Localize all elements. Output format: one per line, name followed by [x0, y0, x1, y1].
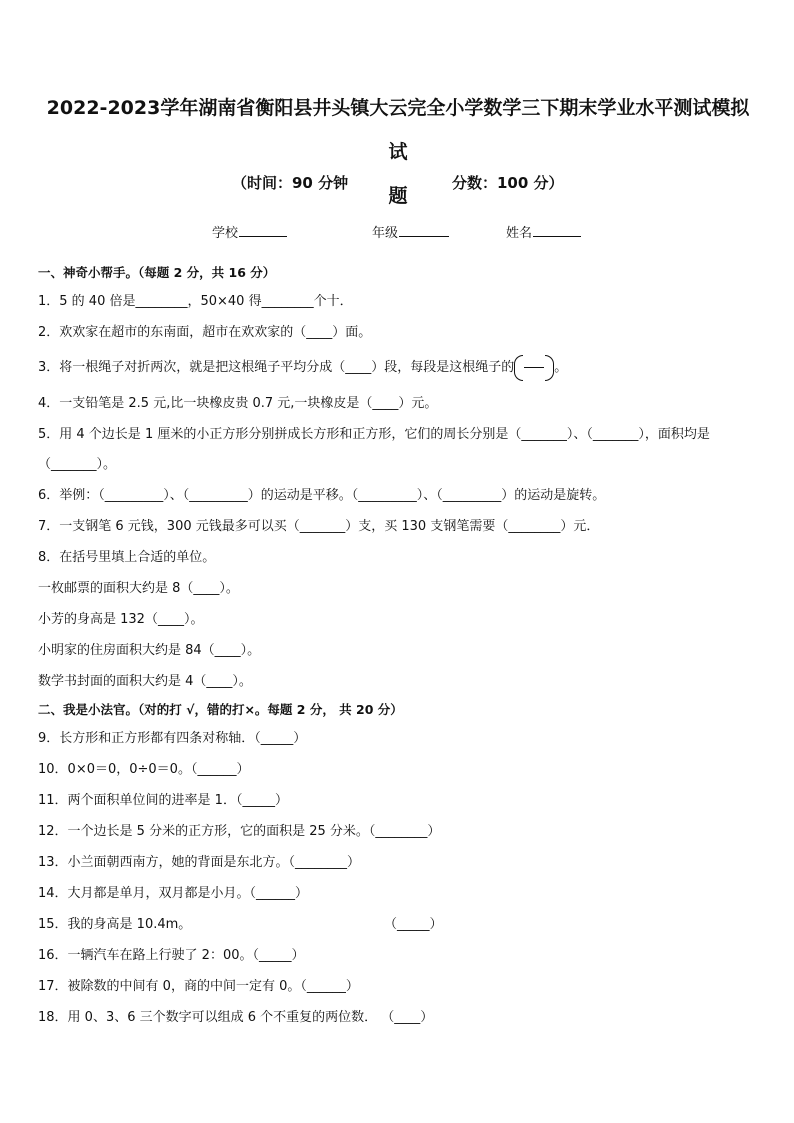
exam-content — [38, 260, 764, 1033]
question-6: 6．举例：（_________）、（_________）的运动是平移。（_________）、（_________）的运动是旋转。 — [38, 488, 606, 503]
question-8-1: 一枚邮票的面积大约是 8（____）。 — [38, 581, 239, 596]
exam-score: 分数：100 分） — [452, 174, 564, 192]
name-field[interactable] — [506, 222, 581, 241]
exam-time: （时间：90 分钟 — [232, 174, 349, 192]
exam-title — [38, 86, 758, 218]
name-label: 姓名 — [506, 226, 533, 241]
section2-heading: 二、我是小法官。（对的打 √，错的打×。每题 2 分， 共 20 分） — [38, 702, 403, 717]
question-13: 13．小兰面朝西南方，她的背面是东北方。（________） — [38, 855, 361, 870]
question-11: 11．两个面积单位间的进率是 1．（_____） — [38, 793, 288, 808]
question-2: 2．欢欢家在超市的东南面，超市在欢欢家的（____）面。 — [38, 325, 372, 340]
question-17: 17．被除数的中间有 0，商的中间一定有 0。（______） — [38, 979, 359, 994]
question-15-text: 15．我的身高是 10.4m。 — [38, 917, 192, 932]
question-8: 8．在括号里填上合适的单位。 — [38, 550, 216, 565]
question-12: 12．一个边长是 5 分米的正方形，它的面积是 25 分米。（________） — [38, 824, 441, 839]
question-10: 10．0×0＝0，0÷0＝0。（______） — [38, 762, 250, 777]
question-9: 9．长方形和正方形都有四条对称轴．（_____） — [38, 731, 307, 746]
question-4: 4．一支铅笔是 2.5 元,比一块橡皮贵 0.7 元,一块橡皮是（____）元。 — [38, 396, 438, 411]
grade-label: 年级 — [372, 226, 399, 241]
section1-heading: 一、神奇小帮手。（每题 2 分，共 16 分） — [38, 265, 276, 280]
question-5-line1: 5．用 4 个边长是 1 厘米的小正方形分别拼成长方形和正方形，它们的周长分别是（_______）、（_______），面积均是 — [38, 427, 710, 442]
question-15 — [38, 909, 764, 940]
question-3-end: 。 — [554, 360, 568, 375]
question-14: 14．大月都是单月，双月都是小月。（______） — [38, 886, 309, 901]
question-7: 7．一支钢笔 6 元钱，300 元钱最多可以买（_______）支，买 130 支钢笔需要（________）元． — [38, 519, 600, 534]
fraction-blank[interactable] — [514, 355, 554, 381]
question-3 — [38, 348, 764, 388]
question-3-text: 3．将一根绳子对折两次，就是把这根绳子平均分成（____）段，每段是这根绳子的 — [38, 360, 515, 375]
exam-title-line1: 2022-2023学年湖南省衡阳县井头镇大云完全小学数学三下期末学业水平测试模拟试 — [46, 97, 750, 163]
name-blank-line[interactable] — [533, 222, 581, 237]
question-5-line2: （_______）。 — [38, 457, 117, 472]
school-label: 学校 — [212, 226, 239, 241]
grade-field[interactable] — [372, 222, 449, 241]
question-15-answer: （_____） — [384, 917, 443, 932]
question-1: 1．5 的 40 倍是________，50×40 得________个十． — [38, 294, 353, 309]
grade-blank-line[interactable] — [399, 222, 449, 237]
question-8-3: 小明家的住房面积大约是 84（____）。 — [38, 643, 261, 658]
question-18: 18．用 0、3、6 三个数字可以组成 6 个不重复的两位数． （____） — [38, 1010, 434, 1025]
school-blank-line[interactable] — [239, 222, 287, 237]
question-16: 16．一辆汽车在路上行驶了 2：00。（_____） — [38, 948, 305, 963]
exam-title-line2: 题 — [388, 185, 408, 207]
question-8-4: 数学书封面的面积大约是 4（____）。 — [38, 674, 252, 689]
question-8-2: 小芳的身高是 132（____）。 — [38, 612, 204, 627]
school-field[interactable] — [212, 222, 287, 241]
